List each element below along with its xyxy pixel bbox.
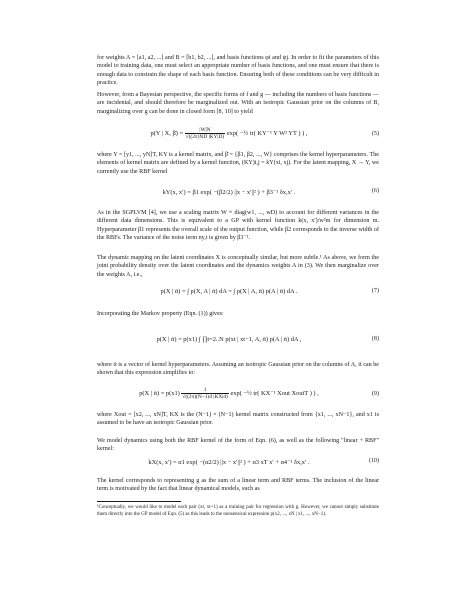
paragraph-basis-weights: for weights A = [a1, a2, ...] and B = [b1, b2, ...], and basis functions φi and ψj. In order to fit the parameters of this model to training data, one must select an appropriate number of basis functions, and one must ensure that there is enough data to constrain the shape of each basis function. Ensuring both of these conditions can be very difficult in practice. [97, 55, 379, 87]
eq8-number: (8) [371, 336, 379, 342]
eq9-rhs: exp( −½ tr( KX⁻¹ Xout XoutT ) ) , [230, 390, 319, 398]
equation-7 [97, 286, 379, 300]
equation-9 [97, 385, 379, 407]
paragraph-scaling-matrix: As in the SGPLVM [4], we use a scaling matrix W ≡ diag(w1, ..., wD) to account for different variances in the different data dimensions. This is equivalent to a GP with kernel function k(x, x′)/w²m for dimension m. Hyperparameter β1 represents the overall scale of the output function, while β2 corresponds to the inverse width of the RBFs. The variance of the noise term ny,t is given by β3⁻¹. [97, 210, 379, 242]
paragraph-kernel-matrix: where Y = [y1, ..., yN]T, KY is a kernel matrix, and β̄ = {β1, β2, ..., W} comprises the kernel hyperparameters. The elements of kernel matrix are defined by a kernel function, (KY)i,j = kY(xi, xj). For the latent mapping, X → Y, we currently use the RBF kernel [97, 152, 379, 175]
paragraph-linear-rbf: We model dynamics using both the RBF kernel of the form of Eqn. (6), as well as the following "linear + RBF" kernel: [97, 438, 379, 453]
paragraph-bayesian-perspective: However, from a Bayesian perspective, the specific forms of f and g — including the numbers of basis functions — are incidental, and should therefore be marginalized out. With an isotropic Gaussian prior on the columns of B, marginalizing over g can be done in closed form [8, 10] to yield [97, 92, 379, 115]
footnote: ¹Conceptually, we would like to model each pair (xt, xt+1) as a training pair for regression with g. However, we cannot simply substitute them directly into the GP model of Eqn. (5) as this leads to the nonsensical expression p(x2, ..., xN | x1, ..., xN−1). [97, 505, 379, 517]
eq5-lhs: p(Y | X, β̄) = [150, 130, 184, 138]
equation-6 [97, 186, 379, 200]
eq9-number: (9) [371, 391, 379, 397]
paragraph-markov: Incorporating the Markov property (Eqn. (1)) gives: [97, 311, 224, 317]
equation-10 [97, 456, 379, 470]
eq6-number: (6) [371, 188, 379, 194]
equation-8 [97, 329, 379, 353]
footnote-rule [97, 501, 181, 502]
eq7-body: p(X | ᾱ) = ∫ p(X, A | ᾱ) dA = ∫ p(X | A, ᾱ) p(A | ᾱ) dA . [160, 288, 298, 295]
eq5-number: (5) [371, 131, 379, 137]
paragraph-kernel-corresponds: The kernel corresponds to representing g as the sum of a linear term and RBF terms. The inclusion of the linear term is motivated by the fact that linear dynamical models, such as [97, 478, 379, 493]
eq10-body: kX(x, x′) = α1 exp( −(α2/2) ||x − x′||² ) + α3 xT x′ + α4⁻¹ δx,x′ . [148, 459, 310, 466]
equation-5 [97, 125, 379, 147]
eq7-number: (7) [371, 288, 379, 294]
eq5-fraction [185, 127, 226, 140]
eq9-fraction [181, 387, 228, 400]
paragraph-isotropic-prior: where ᾱ is a vector of kernel hyperparameters. Assuming an isotropic Gaussian prior on the columns of A, it can be shown that this expression simplifies to: [97, 362, 379, 377]
eq5-rhs: exp( −½ tr( KY⁻¹ Y W² YT ) ) , [226, 130, 308, 138]
eq9-denominator: √((2π)(N−1)d |KX|d) [182, 394, 228, 401]
eq9-numerator: 1 [181, 387, 228, 394]
eq5-numerator: |W|N [185, 127, 226, 134]
paragraph-dynamic-mapping: The dynamic mapping on the latent coordinates X is conceptually similar, but more subtle.¹ As above, we form the joint probability density over the latent coordinates and the dynamics weights A in (3). We then marginalize over the weights A, i.e., [97, 255, 379, 278]
eq10-number: (10) [368, 458, 379, 464]
eq6-body: kY(x, x′) = β1 exp( −(β2/2) ||x − x′||² ) + β3⁻¹ δx,x′ . [162, 189, 296, 196]
paragraph-xout: where Xout = [x2, ..., xN]T, KX is the (N−1) × (N−1) kernel matrix constructed from {x1, ..., xN−1}, and x1 is assumed to be have an isotropic Gaussian prior. [97, 412, 379, 427]
eq5-denominator: √((2π)ND |KY|D) [185, 134, 225, 141]
eq8-body: p(X | ᾱ) = p(x1) ∫ ∏t=2..N p(xt | xt−1, A, ᾱ) p(A | ᾱ) dA , [156, 336, 302, 343]
eq9-lhs: p(X | ᾱ) = p(x1) [139, 390, 180, 398]
